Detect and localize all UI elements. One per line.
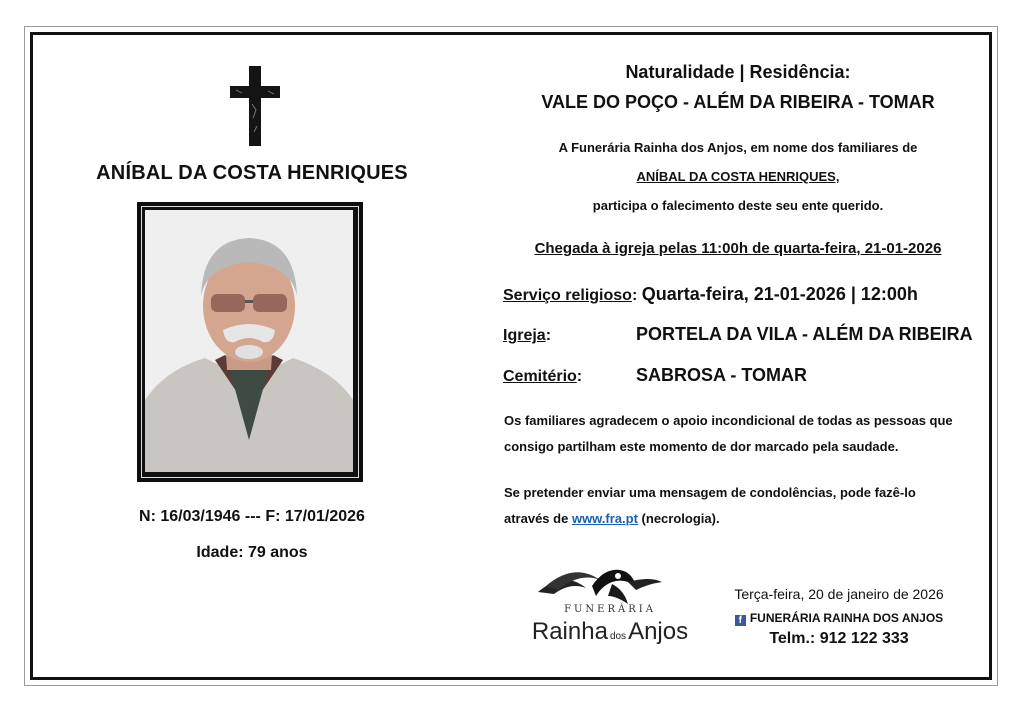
origin-label: Naturalidade | Residência:	[625, 62, 851, 82]
announcement-name: ANÍBAL DA COSTA HENRIQUES,	[636, 169, 840, 184]
church-label: Igreja	[503, 327, 546, 344]
age: Idade: 79 anos	[196, 544, 308, 561]
condolences-suffix: (necrologia).	[641, 511, 720, 526]
logo-brand-main-row	[524, 618, 696, 646]
logo-brand-main: Rainha	[531, 618, 608, 645]
church-value: PORTELA DA VILA - ALÉM DA RIBEIRA	[636, 324, 973, 344]
cemetery-label-row: Cemitério:	[503, 368, 583, 385]
facebook-row[interactable]	[708, 611, 970, 626]
cemetery-label: Cemitério	[503, 368, 577, 385]
logo-brand-small: dos	[609, 631, 627, 642]
origin-value: VALE DO POÇO - ALÉM DA RIBEIRA - TOMAR	[541, 92, 935, 112]
birth-death-dates: N: 16/03/1946 --- F: 17/01/2026	[139, 508, 365, 525]
announcement-line3: participa o falecimento deste seu ente querido.	[592, 198, 884, 213]
angel-bird-icon	[524, 560, 696, 608]
thanks-line1: Os familiares agradecem o apoio incondicional de todas as pessoas que	[504, 413, 953, 428]
condolences-line1: Se pretender enviar uma mensagem de condolências, pode fazê-lo	[504, 485, 916, 500]
facebook-page: FUNERÁRIA RAINHA DOS ANJOS	[749, 611, 944, 625]
condolences-line2	[504, 506, 974, 532]
service-row: Serviço religioso: Quarta-feira, 21-01-2026 | 12:00h	[503, 284, 918, 304]
website-link[interactable]: www.fra.pt	[571, 511, 638, 526]
portrait-photo	[145, 210, 353, 472]
service-label: Serviço religioso	[503, 287, 632, 304]
funeral-home-logo	[524, 560, 696, 660]
church-arrival: Chegada à igreja pelas 11:00h de quarta-feira, 21-01-2026	[534, 240, 942, 257]
logo-brand-top: FUNERÁRIA	[564, 604, 656, 615]
phone: Telm.: 912 122 333	[769, 630, 909, 647]
footer-date: Terça-feira, 20 de janeiro de 2026	[734, 586, 944, 602]
cemetery-value: SABROSA - TOMAR	[636, 365, 807, 385]
logo-brand-end: Anjos	[628, 618, 689, 645]
service-value: Quarta-feira, 21-01-2026 | 12:00h	[641, 284, 918, 304]
cross-icon	[230, 66, 280, 146]
deceased-name: ANÍBAL DA COSTA HENRIQUES	[96, 162, 408, 184]
thanks-line2: consigo partilham este momento de dor marcado pela saudade.	[504, 439, 899, 454]
thanks-paragraph	[504, 408, 974, 460]
church-label-row: Igreja:	[503, 327, 552, 344]
facebook-icon: f	[735, 615, 746, 626]
portrait-frame	[137, 202, 363, 482]
condolences-prefix: através de	[504, 511, 569, 526]
announcement-line1: A Funerária Rainha dos Anjos, em nome dos familiares de	[558, 140, 918, 155]
condolences-paragraph	[504, 480, 974, 532]
